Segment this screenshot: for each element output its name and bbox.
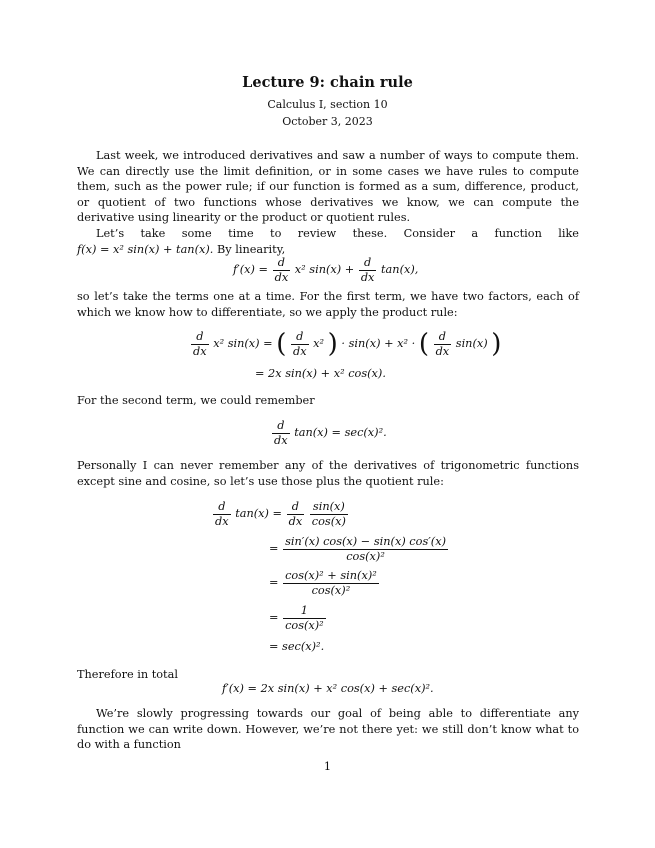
paragraph-second-term: For the second term, we could remember [77, 394, 315, 407]
fraction-quotient-rule: $\frac{\sin'(x) \cos(x) - \sin(x) \cos'(x)}{\text{cos(x)²}}$ [285, 535, 446, 563]
course-name: Calculus I, section 10 [267, 98, 388, 111]
paragraph-progress: We’re slowly progressing towards our goal of being able to differentiate any function we can write down. However, we’re not there yet: we still don’t know what to do with a function [77, 707, 579, 752]
equation-quotient-line1: $\frac{d}{dx}$ tan(x) = $\frac{d}{dx}$ $\frac{\sin(x)}{\cos(x)}$ [215, 500, 346, 528]
fraction-d-dx: $\frac{d}{dx}$ [292, 330, 307, 358]
equation-linearity [233, 256, 418, 284]
paragraph-review [77, 226, 579, 257]
eq-linearity-term1: x² sin(x) + [294, 263, 355, 277]
eq-linearity-lhs: f′(x) = [233, 263, 268, 277]
right-paren: ) [327, 329, 338, 360]
fraction-one-over-cos-squared: $\frac{1}{\text{cos(x)²}}$ [285, 604, 324, 632]
fraction-d-dx: $\frac{d}{dx}$ [288, 500, 303, 528]
fraction-d-dx: $\frac{d}{dx}$ [274, 256, 289, 284]
eq-prod-a: x² [313, 337, 325, 351]
paragraph-product-rule-intro: so let’s take the terms one at a time. For the first term, we have two factors, each of which we know how to differentiate, so we apply the product rule: [77, 290, 579, 319]
equation-product-rule [190, 330, 501, 358]
fraction-d-dx: $\frac{d}{dx}$ [435, 330, 450, 358]
eq-prod-c: sin(x) [455, 337, 488, 351]
equation-quotient-line3: = $\frac{\text{cos(x)² + sin(x)²}}{\text{cos(x)²}}$ [269, 569, 377, 597]
fraction-d-dx: $\frac{d}{dx}$ [193, 330, 207, 358]
equation-product-rule-line2: = 2x sin(x) + x² cos(x). [255, 367, 386, 380]
fraction-d-dx: $\frac{d}{dx}$ [360, 256, 375, 284]
paragraph-review-text: Let’s take some time to review these. Consider a function like [96, 227, 579, 240]
fraction-d-dx: $\frac{d}{dx}$ [274, 419, 288, 447]
equation-total: f′(x) = 2x sin(x) + x² cos(x) + sec(x)². [222, 682, 434, 695]
paragraph-intro: Last week, we introduced derivatives and saw a number of ways to compute them. We can directly use the limit definition, or in some cases we have rules to compute them, such as the power rule; if our function is formed as a sum, difference, product, or quotient of two functions whose derivatives we know, we can compute the derivative using linearity or the product or quotient rules. [77, 149, 579, 225]
equation-quotient-line4: = $\frac{1}{\text{cos(x)²}}$ [269, 604, 324, 632]
linearity-lead: By linearity, [216, 242, 286, 256]
right-paren: ) [491, 329, 502, 360]
eq-prod-lhs: x² sin(x) = [213, 337, 273, 351]
equation-quotient-line5: = sec(x)². [269, 640, 325, 653]
fraction-d-dx: $\frac{d}{dx}$ [215, 500, 229, 528]
fraction-sin-over-cos: $\frac{\sin(x)}{\cos(x)}$ [311, 500, 346, 528]
lecture-title: Lecture 9: chain rule [242, 74, 413, 91]
left-paren: ( [276, 329, 287, 360]
fraction-pythagorean: $\frac{\text{cos(x)² + sin(x)²}}{\text{cos(x)²}}$ [285, 569, 377, 597]
paragraph-total: Therefore in total [77, 668, 178, 681]
eq-linearity-term2: tan(x), [381, 263, 419, 277]
left-paren: ( [418, 329, 429, 360]
paragraph-quotient-rule-intro: Personally I can never remember any of the derivatives of trigonometric functions except sine and cosine, so let’s use those plus the quotient rule: [77, 459, 579, 488]
equation-tan-derivative: $\frac{d}{dx}$ tan(x) = sec(x)². [274, 419, 387, 447]
page-number: 1 [323, 760, 332, 773]
equation-quotient-line2: = $\frac{\sin'(x) \cos(x) - \sin(x) \cos'(x)}{\text{cos(x)²}}$ [269, 535, 446, 563]
inline-function: f(x) = x² sin(x) + tan(x). [77, 242, 214, 256]
eq-prod-b: · sin(x) + x² · [341, 337, 416, 351]
lecture-date: October 3, 2023 [282, 115, 373, 128]
